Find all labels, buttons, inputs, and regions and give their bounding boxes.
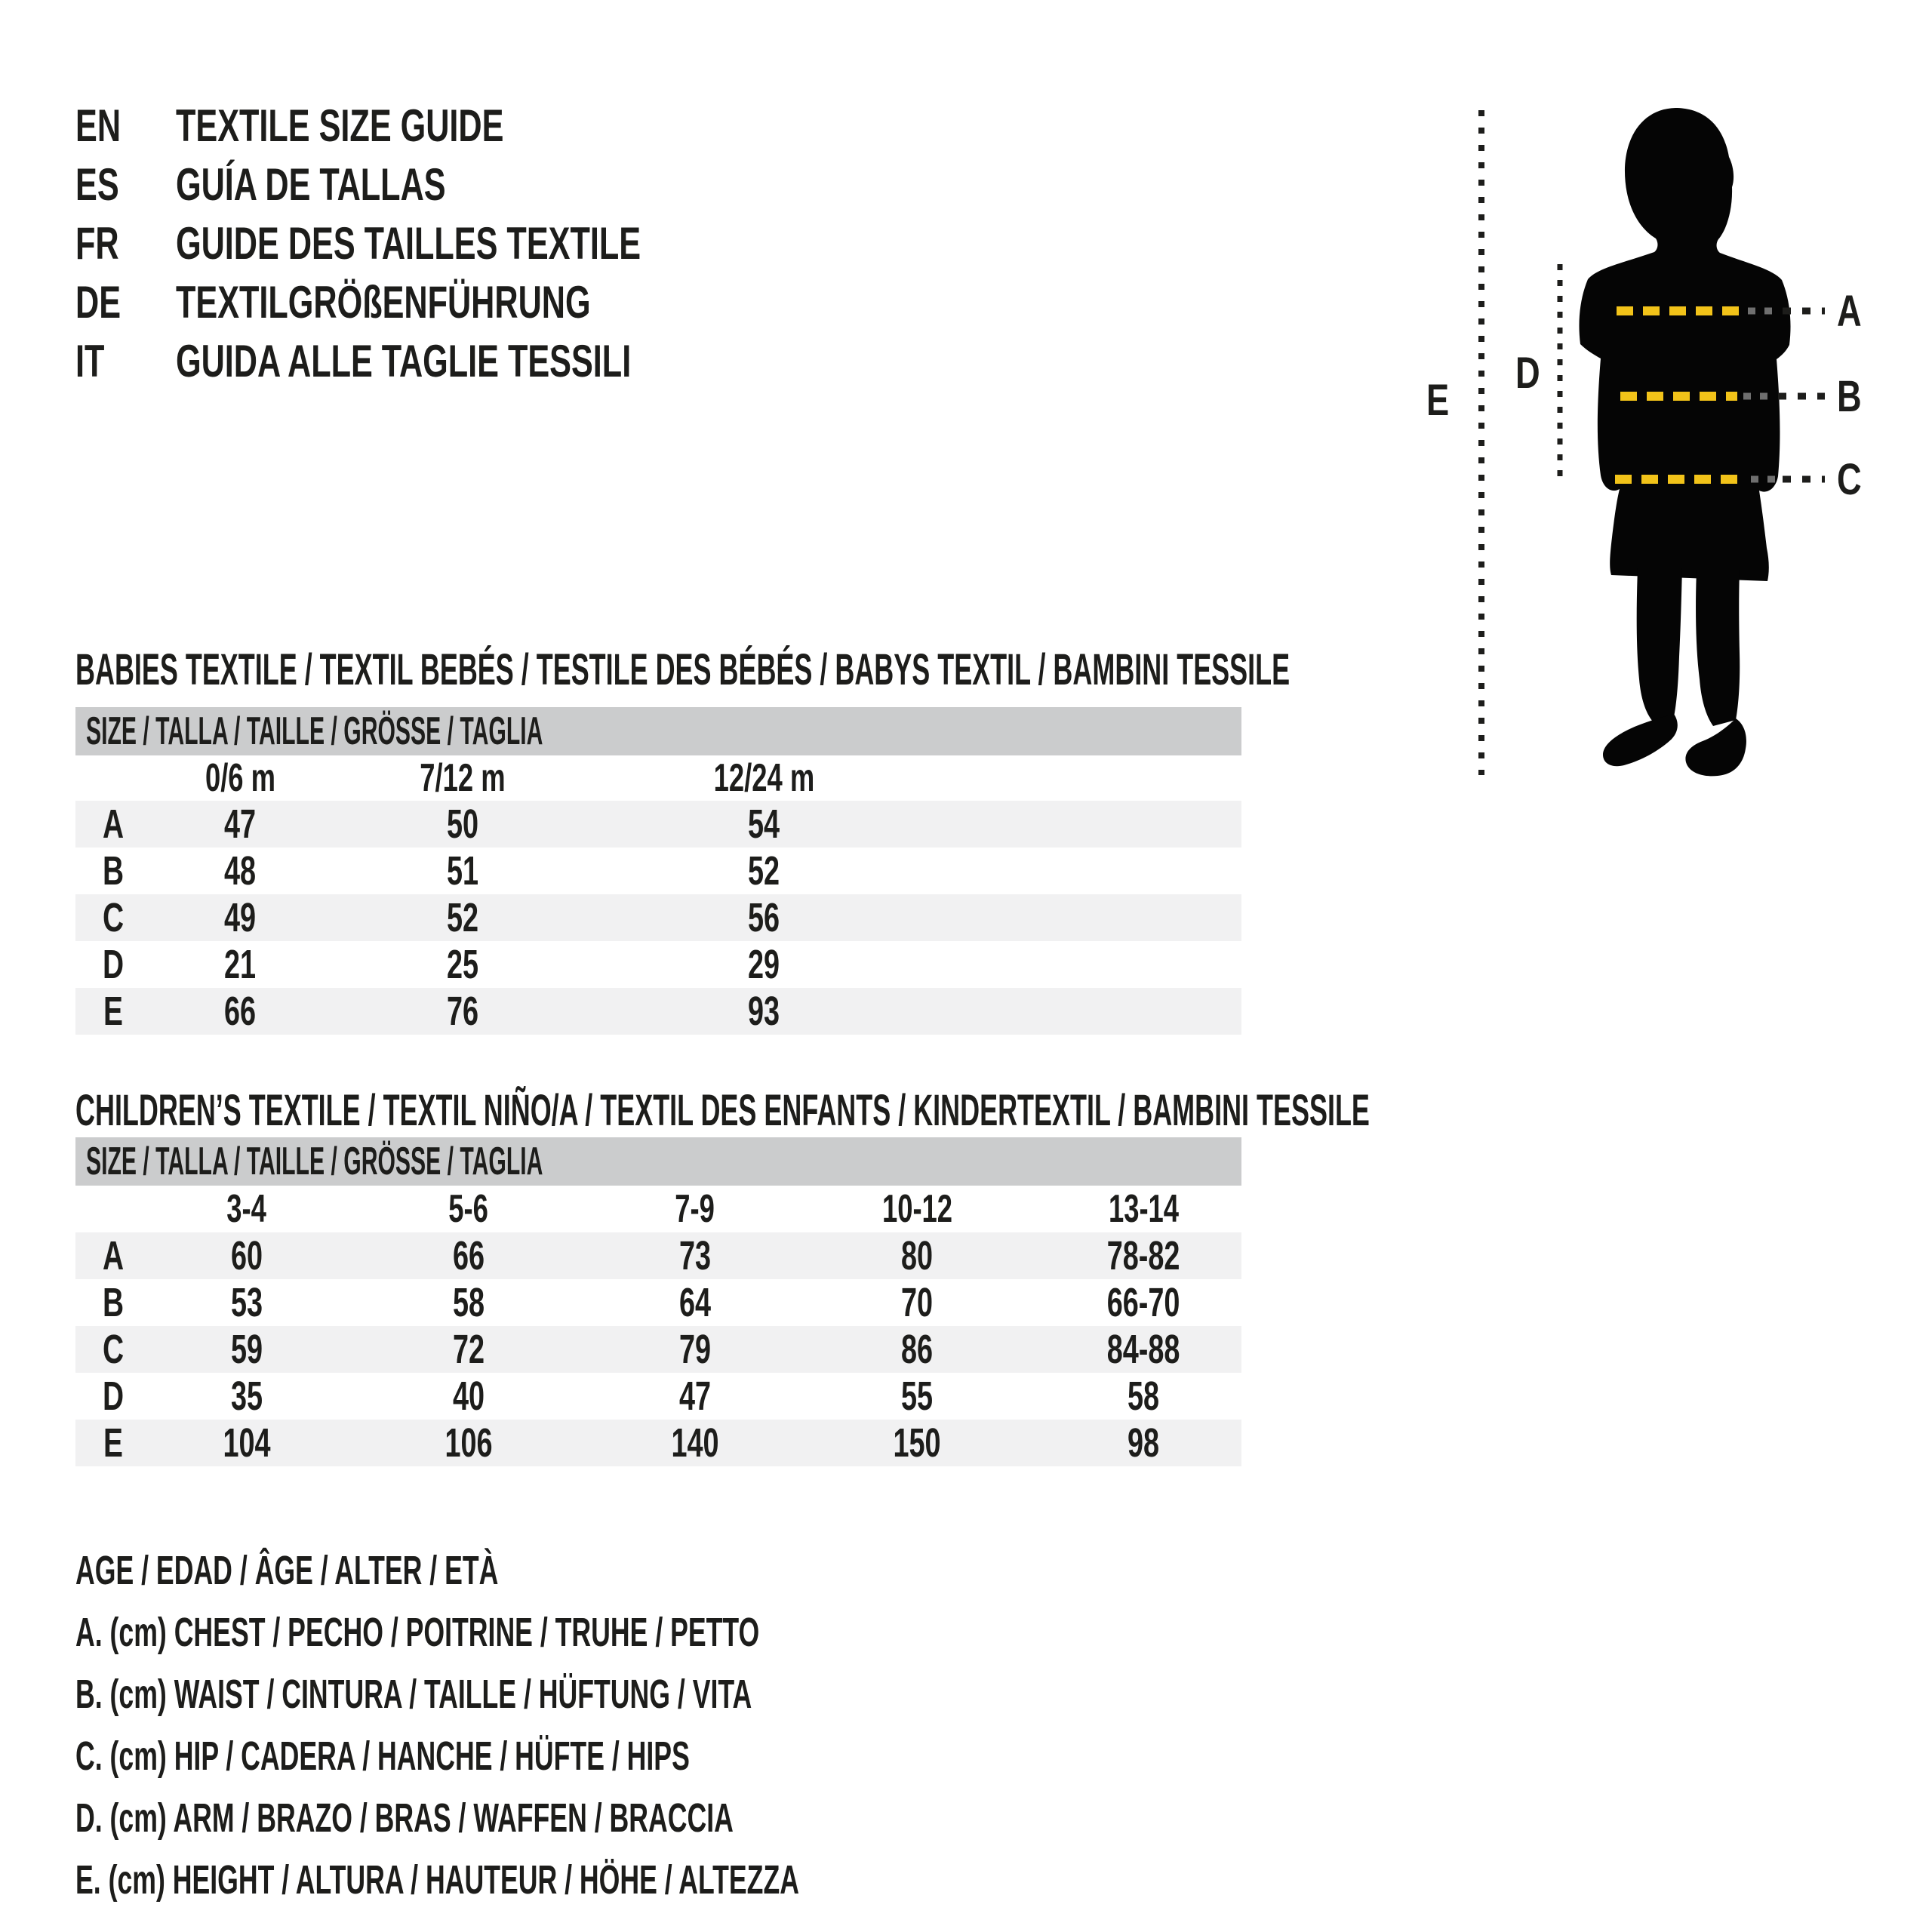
size-cell: 76 [446, 989, 479, 1034]
row-label: B [102, 848, 124, 894]
legend-height-line: E. (cm) HEIGHT / ALTURA / HAUTEUR / HÖHE / ALTEZZA [75, 1857, 799, 1903]
babies-col-header: 12/24 m [713, 756, 814, 800]
size-cell: 78-82 [1107, 1233, 1180, 1278]
size-cell: 84-88 [1107, 1327, 1180, 1372]
size-cell: 66 [223, 989, 257, 1034]
language-row-fr [75, 214, 822, 273]
table-row [75, 1326, 1241, 1373]
size-cell: 52 [747, 848, 780, 894]
row-label: D [102, 1374, 124, 1419]
table-row [75, 848, 1241, 894]
children-column-header-row [75, 1186, 1241, 1232]
language-row-it [75, 332, 822, 391]
children-size-table [75, 1137, 1241, 1466]
size-cell: 93 [747, 989, 780, 1034]
children-table [75, 1186, 1241, 1466]
language-guide-title: TEXTILE SIZE GUIDE [176, 100, 504, 151]
row-label: C [102, 1327, 124, 1372]
babies-column-header-row [75, 755, 1241, 801]
table-row [75, 1420, 1241, 1466]
children-col-header: 3-4 [226, 1187, 267, 1231]
table-row [75, 941, 1241, 988]
arm-label-d: D [1515, 349, 1540, 398]
size-cell: 35 [230, 1374, 263, 1419]
children-col-header: 5-6 [448, 1187, 489, 1231]
size-cell: 98 [1128, 1420, 1160, 1466]
measurement-figure-panel [1396, 75, 1932, 838]
legend-chest-line: A. (cm) CHEST / PECHO / POITRINE / TRUHE / PETTO [75, 1610, 760, 1655]
language-guide-title: GUÍA DE TALLAS [176, 159, 446, 210]
empty-corner-cell [75, 755, 158, 801]
row-label: A [102, 1233, 124, 1278]
silhouette-body [1579, 108, 1790, 581]
size-cell: 104 [223, 1420, 271, 1466]
waist-label-b: B [1837, 372, 1862, 422]
children-col-header: 13-14 [1108, 1187, 1180, 1231]
size-cell: 47 [678, 1374, 712, 1419]
size-cell: 49 [223, 895, 257, 940]
children-section-title: CHILDREN’S TEXTILE / TEXTIL NIÑO/A / TEXTIL DES ENFANTS / KINDERTEXTIL / BAMBINI TESSILE [75, 1086, 1370, 1135]
silhouette-left-shoe [1603, 714, 1678, 766]
table-row [75, 801, 1241, 848]
row-label: D [102, 942, 124, 987]
size-cell: 54 [747, 801, 780, 847]
legend-age-line: AGE / EDAD / ÂGE / ALTER / ETÀ [75, 1548, 499, 1593]
babies-size-table [75, 707, 1241, 1035]
language-guide-title: GUIDE DES TAILLES TEXTILE [176, 218, 641, 269]
size-cell: 70 [900, 1280, 934, 1325]
size-cell: 150 [893, 1420, 941, 1466]
size-cell: 86 [900, 1327, 934, 1372]
size-cell: 53 [230, 1280, 263, 1325]
size-cell: 140 [671, 1420, 719, 1466]
children-col-header: 10-12 [881, 1187, 952, 1231]
size-cell: 25 [446, 942, 479, 987]
size-cell: 66-70 [1107, 1280, 1180, 1325]
babies-col-header: 0/6 m [205, 756, 275, 800]
language-guide-title: TEXTILGRÖßENFÜHRUNG [176, 277, 591, 328]
row-label: E [103, 1420, 123, 1466]
hip-label-c: C [1837, 455, 1862, 505]
table-row [75, 1279, 1241, 1326]
babies-section-title: BABIES TEXTILE / TEXTIL BEBÉS / TESTILE DES BÉBÉS / BABYS TEXTIL / BAMBINI TESSILE [75, 645, 1291, 694]
row-label: B [102, 1280, 124, 1325]
size-cell: 58 [452, 1280, 485, 1325]
size-cell: 52 [446, 895, 479, 940]
legend-hip-line: C. (cm) HIP / CADERA / HANCHE / HÜFTE / HIPS [75, 1734, 690, 1779]
table-row [75, 1373, 1241, 1420]
row-label: A [102, 801, 124, 847]
row-label: C [102, 895, 124, 940]
size-cell: 80 [900, 1233, 934, 1278]
children-size-header-bar: SIZE / TALLA / TAILLE / GRÖSSE / TAGLIA [75, 1137, 1241, 1186]
child-silhouette-figure [1396, 75, 1932, 838]
silhouette-left-leg [1637, 568, 1682, 721]
language-code: ES [75, 159, 119, 210]
legend-arm-line: D. (cm) ARM / BRAZO / BRAS / WAFFEN / BRACCIA [75, 1795, 734, 1841]
size-cell: 66 [452, 1233, 485, 1278]
size-cell: 58 [1128, 1374, 1160, 1419]
language-code: DE [75, 277, 122, 328]
language-guide-title: GUIDA ALLE TAGLIE TESSILI [176, 336, 632, 386]
language-row-es [75, 155, 822, 214]
size-cell: 56 [747, 895, 780, 940]
size-cell: 50 [446, 801, 479, 847]
size-cell: 60 [230, 1233, 263, 1278]
language-row-en [75, 97, 822, 155]
size-cell: 48 [223, 848, 257, 894]
size-cell: 106 [445, 1420, 493, 1466]
silhouette-right-shoe [1685, 718, 1746, 776]
table-row [75, 988, 1241, 1035]
babies-table [75, 755, 1241, 1035]
size-cell: 51 [446, 848, 479, 894]
children-col-header: 7-9 [675, 1187, 715, 1231]
chest-label-a: A [1837, 287, 1862, 337]
babies-size-header-bar: SIZE / TALLA / TAILLE / GRÖSSE / TAGLIA [75, 707, 1241, 755]
size-cell: 55 [900, 1374, 934, 1419]
size-cell: 64 [678, 1280, 712, 1325]
babies-col-header: 7/12 m [420, 756, 506, 800]
size-cell: 21 [223, 942, 257, 987]
language-title-list [75, 97, 822, 391]
size-cell: 59 [230, 1327, 263, 1372]
empty-corner-cell [75, 1186, 158, 1232]
language-code: IT [75, 336, 105, 386]
size-cell: 29 [747, 942, 780, 987]
height-label-e: E [1426, 376, 1450, 426]
table-row [75, 894, 1241, 941]
language-code: FR [75, 218, 119, 269]
size-cell: 73 [678, 1233, 712, 1278]
size-cell: 47 [223, 801, 257, 847]
size-cell: 79 [678, 1327, 712, 1372]
language-row-de [75, 273, 822, 332]
language-code: EN [75, 100, 122, 151]
legend-waist-line: B. (cm) WAIST / CINTURA / TAILLE / HÜFTUNG / VITA [75, 1672, 752, 1717]
size-cell: 40 [452, 1374, 485, 1419]
size-cell: 72 [452, 1327, 485, 1372]
row-label: E [103, 989, 123, 1034]
table-row [75, 1232, 1241, 1279]
measurement-legend [75, 1540, 1172, 1911]
